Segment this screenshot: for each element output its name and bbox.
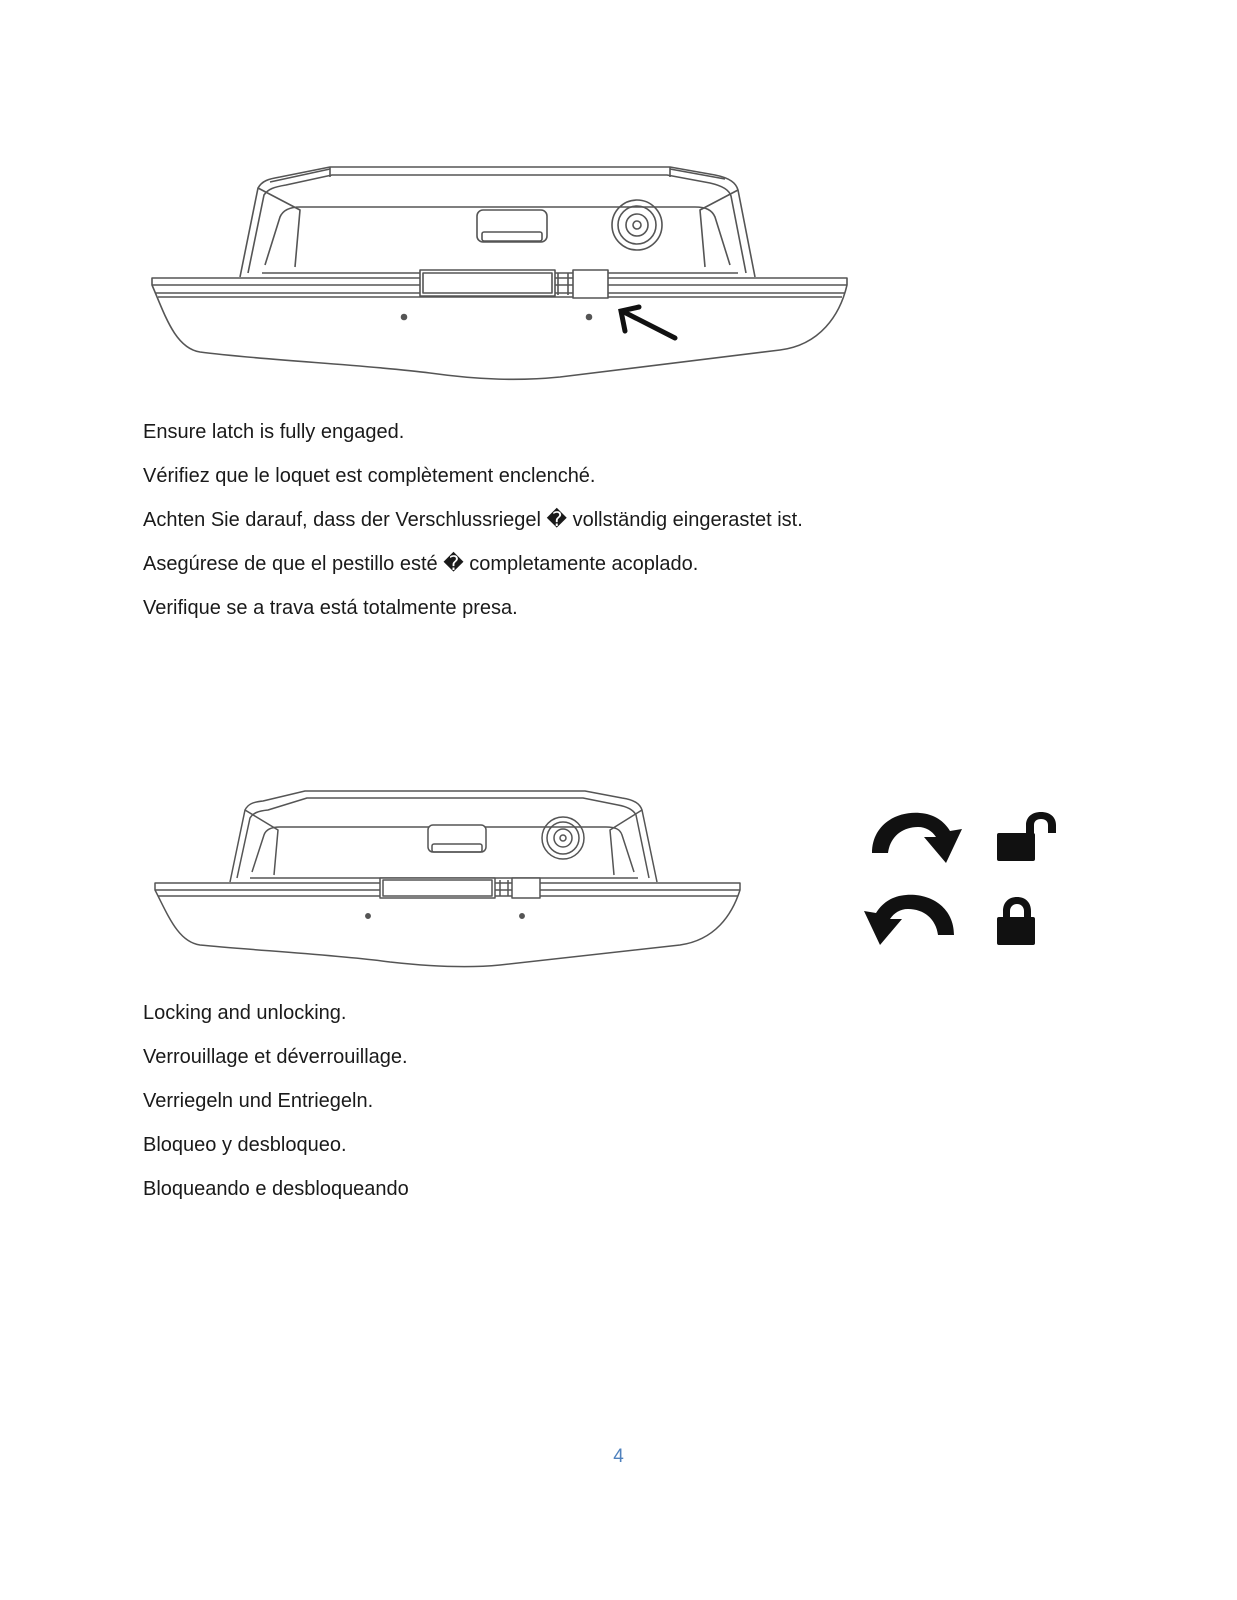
page-number: 4 [613,1446,624,1467]
caption-english: Locking and unlocking. [143,1002,347,1024]
caption-english: Ensure latch is fully engaged. [143,421,405,443]
locking-captions [143,1002,409,1222]
lock-unlock-icons [860,805,1065,955]
rotate-counterclockwise-icon [860,889,958,949]
caption-spanish: Bloqueo y desbloqueo. [143,1134,347,1156]
locked-padlock-icon [996,895,1038,947]
latch-figure-locking [150,785,750,980]
caption-portuguese: Bloqueando e desbloqueando [143,1178,409,1200]
caption-french: Vérifiez que le loquet est complètement enclenché. [143,465,596,487]
case-latch-arrow-illustration [140,155,860,395]
latch-engaged-captions [143,421,803,641]
caption-german: Achten Sie darauf, dass der Verschlussriegel � vollständig eingerastet ist. [143,509,803,531]
caption-german: Verriegeln und Entriegeln. [143,1090,374,1112]
caption-portuguese: Verifique se a trava está totalmente presa. [143,597,518,619]
caption-french: Verrouillage et déverrouillage. [143,1046,408,1068]
case-latch-illustration [150,785,750,980]
latch-figure-engaged [140,155,860,395]
caption-spanish: Asegúrese de que el pestillo esté � completamente acoplado. [143,553,699,575]
rotate-clockwise-icon [868,807,966,867]
unlocked-padlock-icon [996,811,1060,863]
